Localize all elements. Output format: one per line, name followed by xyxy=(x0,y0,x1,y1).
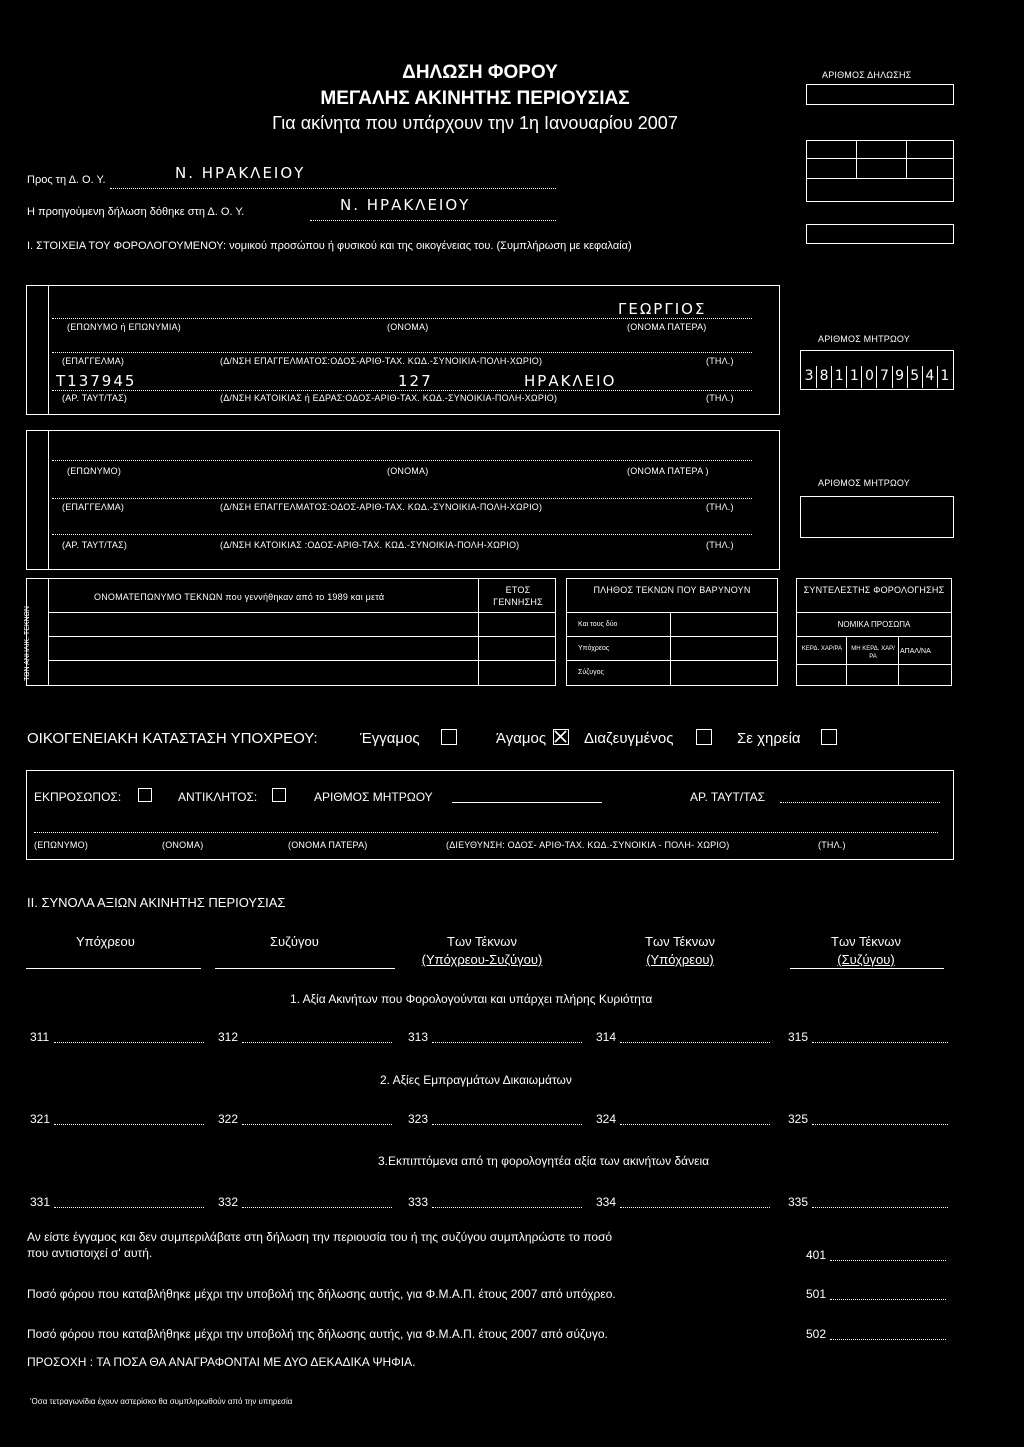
spouse-phone2-label: (ΤΗΛ.) xyxy=(706,540,734,550)
tax-office-value[interactable]: Ν. ΗΡΑΚΛΕΙΟΥ xyxy=(175,164,306,182)
subsection-3-title: 3.Εκπιπτόμενα από τη φορολογητέα αξία των ακινήτων δάνεια xyxy=(378,1154,710,1168)
spouse-phone-label: (ΤΗΛ.) xyxy=(706,502,734,512)
code-311-label: 311 xyxy=(30,1030,50,1044)
row-331-335 xyxy=(30,1195,950,1211)
code-335-label: 335 xyxy=(788,1195,809,1209)
code-333-label: 333 xyxy=(408,1195,429,1209)
col-taxpayer-header: Υπόχρεου xyxy=(76,934,135,949)
code-334-label: 334 xyxy=(596,1195,617,1209)
code-324-label: 324 xyxy=(596,1112,617,1126)
code-335-field[interactable] xyxy=(812,1207,948,1208)
spouse-name-label: (ΟΝΟΜΑ) xyxy=(387,466,429,476)
declaration-number-label: ΑΡΙΘΜΟΣ ΔΗΛΩΣΗΣ xyxy=(822,70,912,80)
code-325-field[interactable] xyxy=(812,1124,948,1125)
spouse-work-address-label: (Δ/ΝΣΗ ΕΠΑΓΓΕΛΜΑΤΟΣ:ΟΔΟΣ-ΑΡΙΘ-ΤΑΧ. ΚΩΔ.-ΣΥΝΟΙΚΙΑ-ΠΟΛΗ-ΧΩΡΙΟ) xyxy=(220,502,543,512)
prev-office-label: Η προηγούμενη δήλωση δόθηκε στη Δ. Ο. Υ. xyxy=(27,206,245,218)
taxpayer-father-value[interactable]: ΓΕΩΡΓΙΟΣ xyxy=(618,300,707,318)
code-323-label: 323 xyxy=(408,1112,429,1126)
section-1-title: Ι. ΣΤΟΙΧΕΙΑ ΤΟΥ ΦΟΡΟΛΟΓΟΥΜΕΝΟΥ: νομικού προσώπου ή φυσικού και της οικογένειας του. (Συμπλήρωση με κεφαλαία) xyxy=(27,240,632,252)
afm-digit: 1 xyxy=(846,366,861,388)
representative-checkbox[interactable] xyxy=(138,788,152,802)
rep-name-label: (ΟΝΟΜΑ) xyxy=(162,840,204,850)
rep-address-label: (ΔΙΕΥΘΥΝΣΗ: ΟΔΟΣ- ΑΡΙΘ-ΤΑΧ. ΚΩΔ.-ΣΥΝΟΙΚΙΑ - ΠΟΛΗ- ΧΩΡΙΟ) xyxy=(446,840,730,850)
subsection-2-title: 2. Αξίες Εμπραγμάτων Δικαιωμάτων xyxy=(380,1073,572,1087)
children-count-header: ΠΛΗΘΟΣ ΤΕΚΝΩΝ ΠΟΥ ΒΑΡΥΝΟΥΝ xyxy=(593,585,751,595)
form-subtitle: ΜΕΓΑΛΗΣ ΑΚΙΝΗΤΗΣ ΠΕΡΙΟΥΣΙΑΣ xyxy=(320,88,630,109)
code-314-label: 314 xyxy=(596,1030,617,1044)
section-2-title: ΙΙ. ΣΥΝΟΛΑ ΑΞΙΩΝ ΑΚΙΝΗΤΗΣ ΠΕΡΙΟΥΣΙΑΣ xyxy=(27,895,286,910)
afm-digit: 8 xyxy=(816,366,831,388)
rate-col-profit: ΚΕΡΔ. ΧΑΡ/ΡΑ xyxy=(801,646,843,652)
spouse-afm-field[interactable] xyxy=(800,496,954,538)
afm-digit: 1 xyxy=(937,366,952,388)
children-count-taxpayer: Υπόχρεος xyxy=(578,645,610,652)
afm-digit: 3 xyxy=(804,368,814,384)
code-322-field[interactable] xyxy=(242,1124,392,1125)
code-321-field[interactable] xyxy=(54,1124,204,1125)
proxy-checkbox[interactable] xyxy=(272,788,286,802)
children-year-header: ΕΤΟΣ ΓΕΝΝΗΣΗΣ xyxy=(493,585,543,607)
taxpayer-id-value[interactable]: Τ137945 xyxy=(56,372,137,390)
row-321-325 xyxy=(30,1112,950,1128)
taxpayer-home-number-value[interactable]: 127 xyxy=(398,372,433,390)
spouse-note-line1: Αν είστε έγγαμος και δεν συμπεριλάβατε στη δήλωση την περιουσία του ή της συζύγου συμπληρώστε το ποσό xyxy=(27,1230,613,1244)
col-children-spouse-header: Των Τέκνων xyxy=(831,934,901,949)
children-count-spouse: Σύζυγος xyxy=(578,669,604,676)
code-315-label: 315 xyxy=(788,1030,809,1044)
taxpayer-phone2-label: (ΤΗΛ.) xyxy=(706,393,734,403)
code-325-label: 325 xyxy=(788,1112,809,1126)
attention-note: ΠΡΟΣΟΧΗ : ΤΑ ΠΟΣΑ ΘΑ ΑΝΑΓΡΑΦΟΝΤΑΙ ΜΕ ΔΥΟ ΔΕΚΑΔΙΚΑ ΨΗΦΙΑ. xyxy=(27,1355,416,1369)
code-331-label: 331 xyxy=(30,1195,51,1209)
taxpayer-surname-label: (ΕΠΩΝΥΜΟ ή ΕΠΩΝΥΜΙΑ) xyxy=(67,322,181,332)
spouse-profession-label: (ΕΠΑΓΓΕΛΜΑ) xyxy=(62,502,125,512)
proxy-label: ΑΝΤΙΚΛΗΤΟΣ: xyxy=(178,790,258,804)
col-children-taxpayer-header: Των Τέκνων xyxy=(645,934,715,949)
row-311-315 xyxy=(30,1030,950,1046)
afm-digit: 7 xyxy=(876,366,891,388)
code-332-field[interactable] xyxy=(242,1207,392,1208)
paid-taxpayer-text: Ποσό φόρου που καταβλήθηκε μέχρι την υποβολή της δήλωσης αυτής, για Φ.Μ.Α.Π. έτους 2007 από υπόχρεο. xyxy=(27,1287,616,1301)
prev-office-value[interactable]: Ν. ΗΡΑΚΛΕΙΟΥ xyxy=(340,196,471,214)
office-use-grid xyxy=(806,140,954,202)
col-children-both-sub: (Υπόχρεου-Συζύγου) xyxy=(421,952,543,967)
code-401-label: 401 xyxy=(806,1248,827,1262)
spouse-father-label: (ΟΝΟΜΑ ΠΑΤΕΡΑ ) xyxy=(627,466,709,476)
taxpayer-id-label: (ΑΡ. ΤΑΥΤ/ΤΑΣ) xyxy=(62,393,128,403)
code-321-label: 321 xyxy=(30,1112,51,1126)
code-312-label: 312 xyxy=(218,1030,239,1044)
code-323-field[interactable] xyxy=(432,1124,582,1125)
legal-entities-label: ΝΟΜΙΚΑ ΠΡΟΣΩΠΑ xyxy=(837,620,911,629)
spouse-surname-label: (ΕΠΩΝΥΜΟ) xyxy=(67,466,122,476)
family-status-label: ΟΙΚΟΓΕΝΕΙΑΚΗ ΚΑΤΑΣΤΑΣΗ ΥΠΟΧΡΕΟΥ: xyxy=(27,730,318,747)
spouse-id-label: (ΑΡ. ΤΑΥΤ/ΤΑΣ) xyxy=(62,540,128,550)
family-divorced-checkbox[interactable] xyxy=(696,729,712,745)
code-501-field[interactable] xyxy=(830,1299,946,1300)
tax-office-label: Προς τη Δ. Ο. Υ. xyxy=(27,174,106,186)
rep-surname-label: (ΕΠΩΝΥΜΟ) xyxy=(34,840,89,850)
code-315-field[interactable] xyxy=(812,1042,948,1043)
spouse-home-address-label: (Δ/ΝΣΗ ΚΑΤΟΙΚΙΑΣ :ΟΔΟΣ-ΑΡΙΘ-ΤΑΧ. ΚΩΔ.-ΣΥΝΟΙΚΙΑ-ΠΟΛΗ-ΧΩΡΙΟ) xyxy=(220,540,520,550)
taxpayer-afm-label: ΑΡΙΘΜΟΣ ΜΗΤΡΩΟΥ xyxy=(818,334,911,344)
children-side-label: ΤΩΝ ΑΝΗΛΙΚ. ΤΕΚΝΩΝ xyxy=(23,606,31,681)
afm-digit: 0 xyxy=(861,366,876,388)
family-divorced-label: Διαζευγμένος xyxy=(584,730,674,747)
taxpayer-home-address-label: (Δ/ΝΣΗ ΚΑΤΟΙΚΙΑΣ ή ΕΔΡΑΣ:ΟΔΟΣ-ΑΡΙΘ-ΤΑΧ. ΚΩΔ.-ΣΥΝΟΙΚΙΑ-ΠΟΛΗ-ΧΩΡΙΟ) xyxy=(220,393,558,403)
col-spouse-header: Συζύγου xyxy=(270,934,319,949)
form-scope: Για ακίνητα που υπάρχουν την 1η Ιανουαρίου 2007 xyxy=(272,113,678,133)
code-313-field[interactable] xyxy=(432,1042,582,1043)
representative-id-label: ΑΡ. ΤΑΥΤ/ΤΑΣ xyxy=(690,790,766,804)
taxpayer-work-address-label: (Δ/ΝΣΗ ΕΠΑΓΓΕΛΜΑΤΟΣ:ΟΔΟΣ-ΑΡΙΘ-ΤΑΧ. ΚΩΔ.-ΣΥΝΟΙΚΙΑ-ΠΟΛΗ-ΧΩΡΙΟ) xyxy=(220,356,543,366)
code-312-field[interactable] xyxy=(242,1042,392,1043)
subsection-1-title: 1. Αξία Ακινήτων που Φορολογούνται και υπάρχει πλήρης Κυριότητα xyxy=(290,992,653,1006)
representative-afm-label: ΑΡΙΘΜΟΣ ΜΗΤΡΩΟΥ xyxy=(314,790,433,804)
code-324-field[interactable] xyxy=(620,1124,770,1125)
children-names-header: ΟΝΟΜΑΤΕΠΩΝΥΜΟ ΤΕΚΝΩΝ που γεννήθηκαν από το 1989 και μετά xyxy=(94,592,385,602)
form-title: ΔΗΛΩΣΗ ΦΟΡΟΥ xyxy=(402,62,558,83)
taxpayer-phone-label: (ΤΗΛ.) xyxy=(706,356,734,366)
spouse-note-line2: που αντιστοιχεί σ' αυτή. xyxy=(27,1246,153,1260)
taxpayer-afm-digits xyxy=(802,366,952,388)
afm-digit: 1 xyxy=(831,366,846,388)
family-widowed-checkbox[interactable] xyxy=(821,729,837,745)
code-322-label: 322 xyxy=(218,1112,239,1126)
rate-col-exempt: ΑΠΑΛ/ΝΑ xyxy=(900,648,931,655)
col-children-spouse-sub: (Συζύγου) xyxy=(837,952,895,967)
family-widowed-label: Σε χηρεία xyxy=(737,730,801,747)
family-married-label: Έγγαμος xyxy=(360,730,420,747)
afm-digit: 9 xyxy=(892,366,907,388)
tax-rate-header: ΣΥΝΤΕΛΕΣΤΗΣ ΦΟΡΟΛΟΓΗΣΗΣ xyxy=(803,585,945,595)
family-single-checkbox[interactable] xyxy=(553,729,569,745)
col-children-taxpayer-sub: (Υπόχρεου) xyxy=(646,952,714,967)
taxpayer-name-label: (ΟΝΟΜΑ) xyxy=(387,322,429,332)
code-331-field[interactable] xyxy=(54,1207,204,1208)
rep-phone-label: (ΤΗΛ.) xyxy=(818,840,846,850)
afm-digit: 5 xyxy=(907,366,922,388)
code-311-field[interactable] xyxy=(54,1042,204,1043)
code-314-field[interactable] xyxy=(620,1042,770,1043)
children-count-both: Και τους δύο xyxy=(578,621,618,628)
family-married-checkbox[interactable] xyxy=(441,729,457,745)
rate-col-nonprofit: ΜΗ ΚΕΡΔ. ΧΑΡ/ΡΑ xyxy=(851,646,895,660)
representative-label: ΕΚΠΡΟΣΩΠΟΣ: xyxy=(34,790,122,804)
code-333-field[interactable] xyxy=(432,1207,582,1208)
code-401-field[interactable] xyxy=(830,1260,946,1261)
code-313-label: 313 xyxy=(408,1030,429,1044)
rep-father-label: (ΟΝΟΜΑ ΠΑΤΕΡΑ) xyxy=(288,840,368,850)
taxpayer-father-label: (ΟΝΟΜΑ ΠΑΤΕΡΑ) xyxy=(627,322,707,332)
code-334-field[interactable] xyxy=(620,1207,770,1208)
paid-spouse-text: Ποσό φόρου που καταβλήθηκε μέχρι την υποβολή της δήλωσης αυτής, για Φ.Μ.Α.Π. έτους 2007 από σύζυγο. xyxy=(27,1327,608,1341)
footnote: 'Οσα τετραγωνίδια έχουν αστερίσκο θα συμπληρωθούν από την υπηρεσία xyxy=(30,1397,293,1406)
office-use-field[interactable] xyxy=(806,224,954,244)
taxpayer-profession-label: (ΕΠΑΓΓΕΛΜΑ) xyxy=(62,356,125,366)
check-mark-icon xyxy=(554,730,567,743)
code-332-label: 332 xyxy=(218,1195,239,1209)
taxpayer-home-city-value[interactable]: ΗΡΑΚΛΕΙΟ xyxy=(524,372,617,390)
spouse-afm-label: ΑΡΙΘΜΟΣ ΜΗΤΡΩΟΥ xyxy=(818,478,911,488)
code-501-label: 501 xyxy=(806,1287,827,1301)
family-single-label: Άγαμος xyxy=(496,730,547,747)
declaration-number-field[interactable] xyxy=(806,84,954,105)
code-502-label: 502 xyxy=(806,1327,827,1341)
col-children-both-header: Των Τέκνων xyxy=(447,934,517,949)
code-502-field[interactable] xyxy=(830,1339,946,1340)
afm-digit: 4 xyxy=(922,366,937,388)
